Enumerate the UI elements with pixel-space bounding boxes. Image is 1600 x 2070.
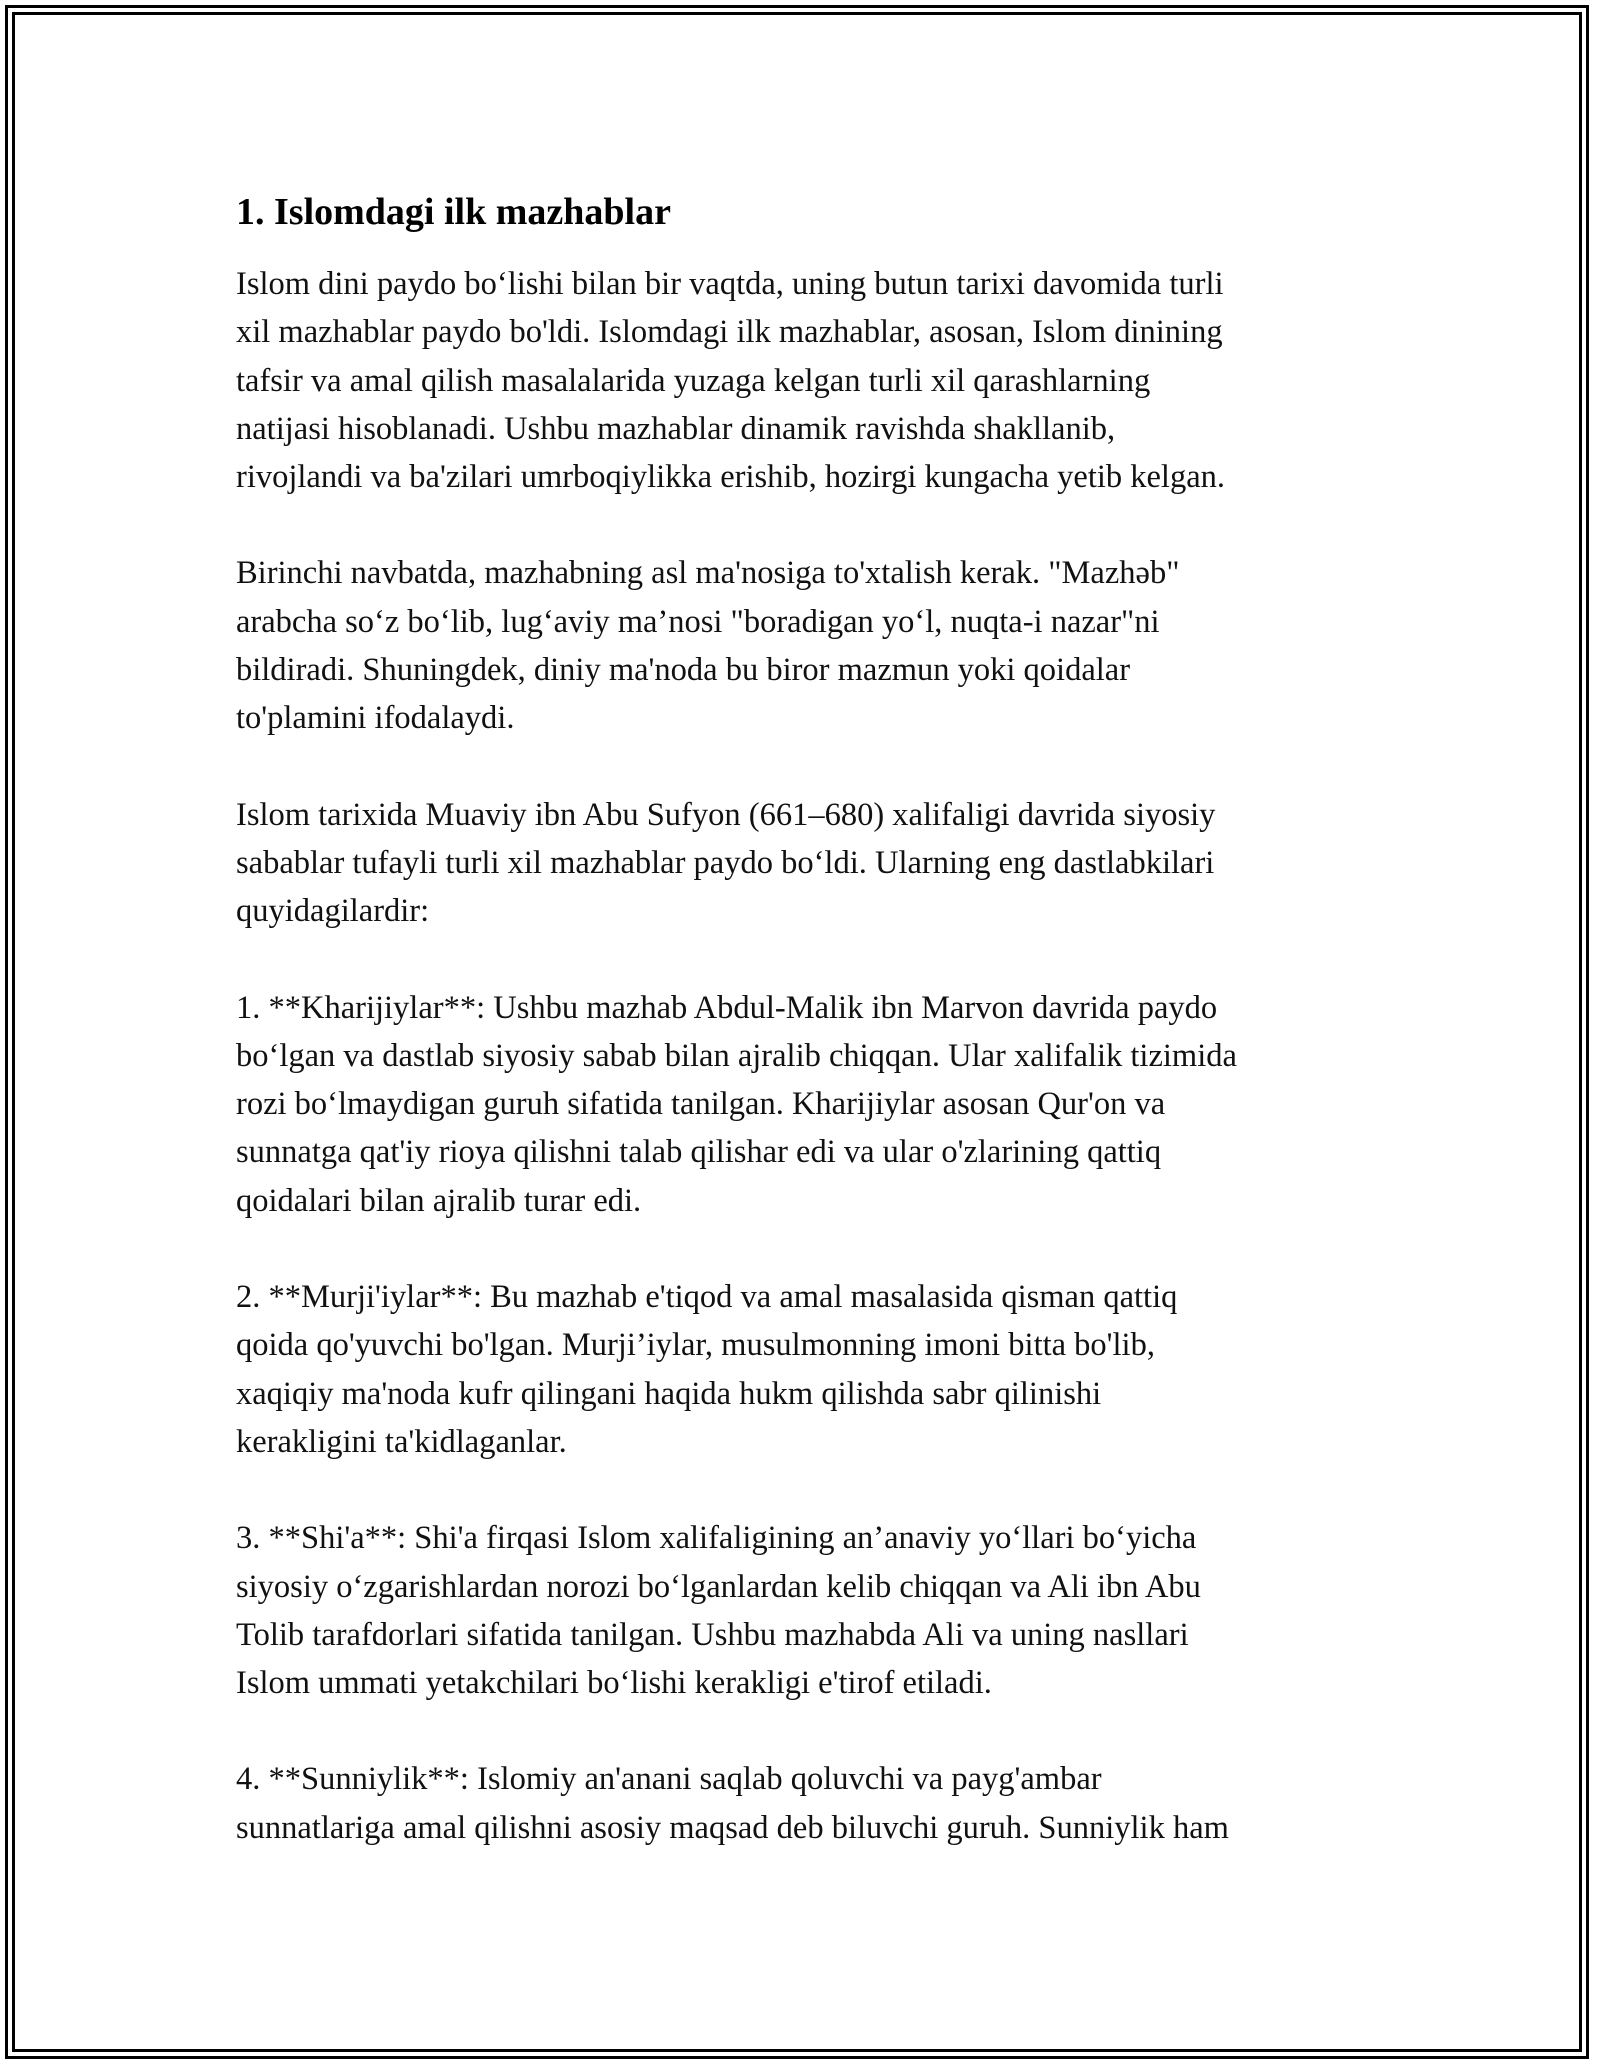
document-body — [236, 188, 1376, 1900]
text-line: to'plamini ifodalaydi. — [236, 700, 515, 737]
text-line: qoida qo'yuvchi bo'lgan. Murji’iylar, musulmonning imoni bitta bo'lib, — [236, 1327, 1155, 1364]
text-line: xil mazhablar paydo bo'ldi. Islomdagi ilk mazhablar, asosan, Islom dinining — [236, 314, 1223, 351]
text-line: sabablar tufayli turli xil mazhablar paydo bo‘ldi. Ularning eng dastlabkilari — [236, 844, 1215, 881]
text-line: 3. **Shi'a**: Shi'a firqasi Islom xalifaligining an’anaviy yo‘llari bo‘yicha — [236, 1520, 1197, 1557]
text-line: quyidagilardir: — [236, 893, 430, 930]
text-line: 2. **Murji'iylar**: Bu mazhab e'tiqod va amal masalasida qisman qattiq — [236, 1279, 1178, 1316]
text-line: bo‘lgan va dastlab siyosiy sabab bilan ajralib chiqqan. Ular xalifalik tizimida — [236, 1037, 1237, 1074]
list-item-kharijiylar — [236, 984, 1376, 1225]
text-line: bildiradi. Shuningdek, diniy ma'noda bu biror mazmun yoki qoidalar — [236, 652, 1131, 689]
text-line: xaqiqiy ma'noda kufr qilingani haqida hukm qilishda sabr qilinishi — [236, 1375, 1102, 1412]
text-line: Islom tarixida Muaviy ibn Abu Sufyon (661–680) xalifaligi davrida siyosiy — [236, 796, 1216, 833]
text-line: qoidalari bilan ajralib turar edi. — [236, 1182, 642, 1219]
text-line: sunnatlariga amal qilishni asosiy maqsad deb biluvchi guruh. Sunniylik ham — [236, 1809, 1229, 1846]
text-line: rivojlandi va ba'zilari umrboqiylikka erishib, hozirgi kungacha yetib kelgan. — [236, 459, 1226, 496]
paragraph-intro — [236, 260, 1376, 501]
text-line: rozi bo‘lmaydigan guruh sifatida tanilgan. Kharijiylar asosan Qur'on va — [236, 1086, 1166, 1123]
text-line: siyosiy o‘zgarishlardan norozi bo‘lganlardan kelib chiqqan va Ali ibn Abu — [236, 1568, 1201, 1605]
text-line: tafsir va amal qilish masalalarida yuzaga kelgan turli xil qarashlarning — [236, 362, 1151, 399]
text-line: Birinchi navbatda, mazhabning asl ma'nosiga to'xtalish kerak. "Mazhəb" — [236, 555, 1180, 592]
text-line: Islom ummati yetakchilari bo‘lishi kerakligi e'tirof etiladi. — [236, 1665, 992, 1702]
text-line: 4. **Sunniylik**: Islomiy an'anani saqlab qoluvchi va payg'ambar — [236, 1761, 1102, 1798]
section-heading: 1. Islomdagi ilk mazhablar — [236, 191, 671, 233]
paragraph-mazhab-meaning — [236, 549, 1376, 742]
text-line: kerakligini ta'kidlaganlar. — [236, 1423, 567, 1460]
text-line: natijasi hisoblanadi. Ushbu mazhablar dinamik ravishda shakllanib, — [236, 410, 1116, 447]
list-item-sunniylik — [236, 1755, 1376, 1852]
text-line: Tolib tarafdorlari sifatida tanilgan. Ushbu mazhabda Ali va uning nasllari — [236, 1616, 1189, 1653]
text-line: sunnatga qat'iy rioya qilishni talab qilishar edi va ular o'zlarining qattiq — [236, 1134, 1162, 1171]
list-item-murjiiylar — [236, 1273, 1376, 1466]
paragraph-history — [236, 791, 1376, 936]
text-line: Islom dini paydo bo‘lishi bilan bir vaqtda, uning butun tarixi davomida turli — [236, 266, 1224, 302]
text-line: arabcha so‘z bo‘lib, lug‘aviy ma’nosi "boradigan yo‘l, nuqta-i nazar"ni — [236, 603, 1160, 640]
list-item-shia — [236, 1514, 1376, 1707]
text-line: 1. **Kharijiylar**: Ushbu mazhab Abdul-Malik ibn Marvon davrida paydo — [236, 989, 1218, 1026]
